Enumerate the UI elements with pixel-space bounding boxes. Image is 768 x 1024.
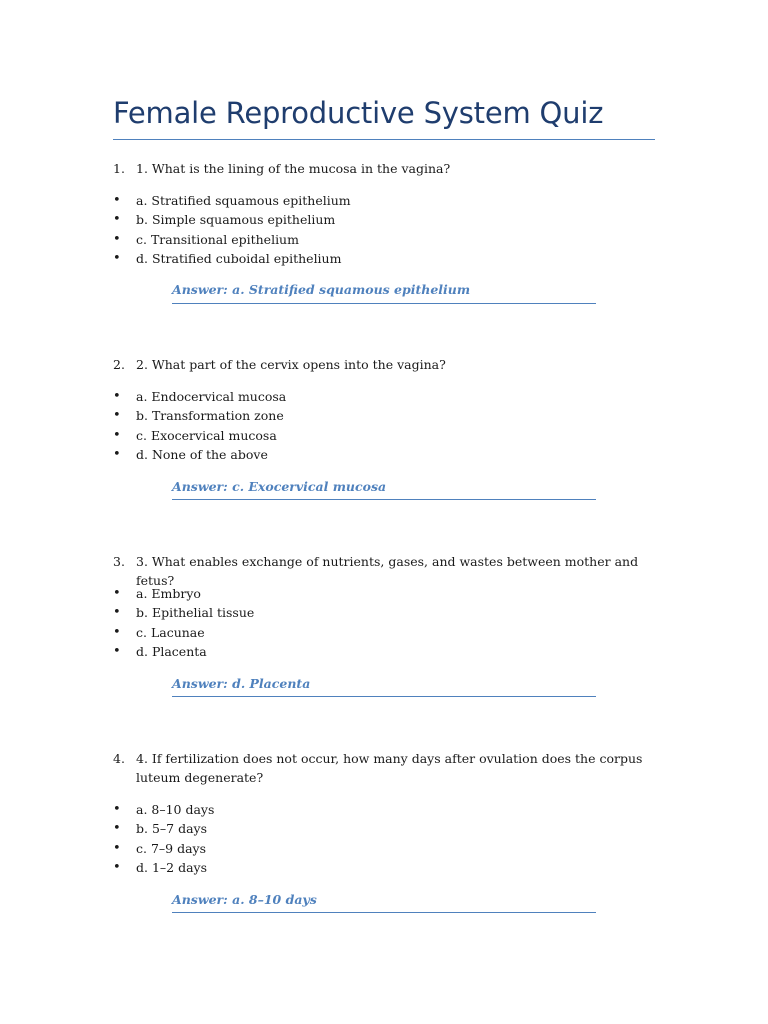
option-label: b. 5–7 days (136, 821, 208, 837)
question-4 (0, 749, 768, 949)
bullet-icon: • (113, 644, 121, 660)
page-title: Female Reproductive System Quiz (113, 96, 604, 130)
bullet-icon: • (113, 860, 121, 876)
option-label: c. Lacunae (136, 624, 205, 640)
option-label: d. None of the above (136, 447, 268, 463)
option-label: d. Placenta (136, 644, 207, 660)
question-text: 4. If fertilization does not occur, how many days after ovulation does the corpus luteum degenerate? (136, 751, 643, 785)
bullet-icon: • (113, 427, 121, 443)
question-3 (0, 552, 768, 752)
answer-text: Answer: d. Placenta (172, 676, 311, 691)
answer-text: Answer: c. Exocervical mucosa (172, 479, 387, 494)
answer-underline (172, 696, 596, 697)
bullet-icon: • (113, 802, 121, 817)
bullet-icon: • (113, 231, 121, 247)
option-label: b. Simple squamous epithelium (136, 212, 336, 228)
option-label: c. Exocervical mucosa (136, 427, 277, 443)
option-label: a. Endocervical mucosa (136, 389, 287, 404)
option-label: a. Stratified squamous epithelium (136, 193, 351, 208)
option-label: c. 7–9 days (136, 840, 207, 856)
question-2 (0, 355, 768, 555)
question-text: 3. What enables exchange of nutrients, gases, and wastes between mother and fetus? (136, 554, 639, 588)
bullet-icon: • (113, 605, 121, 621)
bullet-icon: • (113, 408, 121, 424)
answer-text: Answer: a. Stratified squamous epithelium (172, 282, 471, 297)
title-underline (113, 139, 655, 140)
question-1 (0, 159, 768, 359)
question-text: 2. What part of the cervix opens into the vagina? (136, 357, 446, 372)
bullet-icon: • (113, 389, 121, 404)
bullet-icon: • (113, 624, 121, 640)
option-label: b. Transformation zone (136, 408, 284, 424)
answer-underline (172, 303, 596, 304)
bullet-icon: • (113, 212, 121, 228)
option-label: a. Embryo (136, 586, 201, 601)
option-label: c. Transitional epithelium (136, 231, 299, 247)
question-text: 1. What is the lining of the mucosa in the vagina? (136, 161, 451, 176)
answer-text: Answer: a. 8–10 days (172, 892, 317, 907)
bullet-icon: • (113, 251, 121, 267)
bullet-icon: • (113, 193, 121, 208)
option-label: d. 1–2 days (136, 860, 208, 876)
answer-underline (172, 912, 596, 913)
answer-underline (172, 499, 596, 500)
bullet-icon: • (113, 447, 121, 463)
bullet-icon: • (113, 840, 121, 856)
bullet-icon: • (113, 586, 121, 601)
question-number: 4. (113, 751, 125, 766)
question-number: 1. (113, 161, 125, 176)
question-number: 3. (113, 554, 125, 569)
option-label: a. 8–10 days (136, 802, 215, 817)
option-label: d. Stratified cuboidal epithelium (136, 251, 342, 267)
option-label: b. Epithelial tissue (136, 605, 255, 621)
question-number: 2. (113, 357, 125, 372)
bullet-icon: • (113, 821, 121, 837)
